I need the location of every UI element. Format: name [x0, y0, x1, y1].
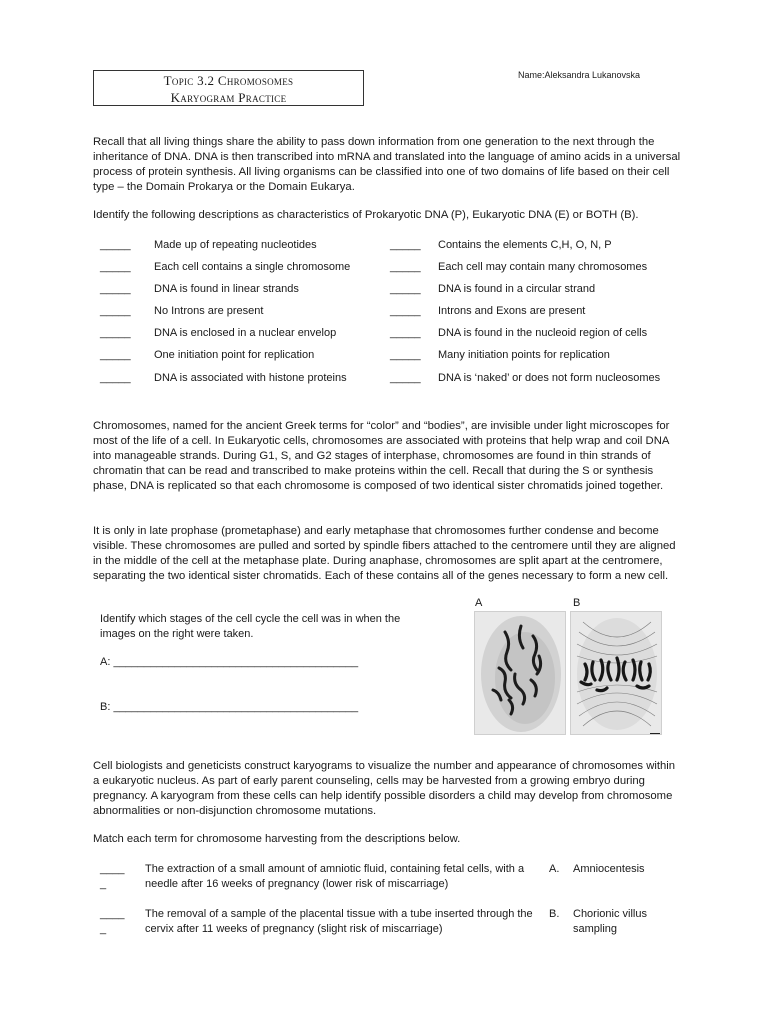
answer-blank[interactable]: _____	[390, 305, 421, 317]
matching-term: Amniocentesis	[573, 863, 645, 875]
micrograph-a	[474, 611, 566, 735]
karyogram-paragraph: Cell biologists and geneticists construct karyograms to visualize the number and appearance of chromosomes within a eukaryotic nucleus. As part of early parent counseling, cells may be harvested from a growing embryo during pregnancy. A karyogram from these cells can help identify possible disorders a child may develop from chromosome abnormalities or non-disjunction chromosome mutations.	[93, 760, 676, 817]
matching-letter: B.	[549, 908, 560, 920]
answer-blank[interactable]: _____	[100, 349, 131, 361]
answer-blank[interactable]: _____	[100, 239, 131, 251]
micrograph-b	[570, 611, 662, 735]
title-line-2: Karyogram Practice	[170, 90, 287, 105]
answer-line-b[interactable]: B: ________________________________________	[100, 701, 359, 713]
answer-blank[interactable]: _____	[390, 239, 421, 251]
characteristic-item: One initiation point for replication	[154, 349, 315, 361]
answer-blank[interactable]: _____	[390, 372, 421, 384]
micrograph-a-drawing	[475, 612, 566, 735]
title-line-1: Topic 3.2 Chromosomes	[163, 73, 294, 88]
characteristic-item: DNA is associated with histone proteins	[154, 372, 347, 384]
matching-blank[interactable]: ____ _	[100, 908, 125, 935]
characteristic-item: DNA is found in the nucleoid region of cells	[438, 327, 648, 339]
matching-letter: A.	[549, 863, 560, 875]
title-box	[93, 70, 364, 106]
characteristic-item: No Introns are present	[154, 305, 264, 317]
image-label-a: A	[475, 597, 483, 609]
answer-blank[interactable]: _____	[100, 327, 131, 339]
characteristic-item: DNA is ‘naked’ or does not form nucleosomes	[438, 372, 661, 384]
matching-instruction: Match each term for chromosome harvesting from the descriptions below.	[93, 833, 461, 845]
scale-bar	[650, 733, 660, 734]
dna-instruction: Identify the following descriptions as characteristics of Prokaryotic DNA (P), Eukaryotic DNA (E) or BOTH (B).	[93, 209, 639, 221]
characteristic-item: Contains the elements C,H, O, N, P	[438, 239, 612, 251]
matching-description: The extraction of a small amount of amniotic fluid, containing fetal cells, with a needle after 16 weeks of pregnancy (lower risk of miscarriage)	[145, 863, 525, 890]
chromosomes-paragraph-2: It is only in late prophase (prometaphase) and early metaphase that chromosomes further condense and become visible. These chromosomes are pulled and sorted by spindle fibers attached to the centromere until they are aligned in the middle of the cell at the metaphase plate. During anaphase, chromosomes are split apart at the centromere, separating the two identical sister chromatids. Each of these contains all of the genes necessary to form a new cell.	[93, 525, 676, 582]
answer-blank[interactable]: _____	[100, 283, 131, 295]
intro-paragraph: Recall that all living things share the ability to pass down information from one generation to the next through the inheritance of DNA. DNA is then transcribed into mRNA and translated into the language of amino acids in a universal process of protein synthesis. All living organisms can be classified into one of two domains of life based on their cell type – the Domain Prokarya or the Domain Eukarya.	[93, 136, 681, 193]
answer-blank[interactable]: _____	[100, 372, 131, 384]
answer-blank[interactable]: _____	[390, 283, 421, 295]
chromosomes-paragraph-1: Chromosomes, named for the ancient Greek terms for “color” and “bodies”, are invisible under light microscopes for most of the life of a cell. In Eukaryotic cells, chromosomes are associated with proteins that help wrap and coil DNA into manageable strands. During G1, S, and G2 stages of interphase, chromosomes are found in thin strands of chromatin that can be read and transcribed to make proteins within the cell. Recall that during the S or synthesis phase, DNA is replicated so that each chromosome is composed of two identical sister chromatids joined together.	[93, 420, 670, 492]
image-label-b: B	[573, 597, 581, 609]
micrograph-b-drawing	[571, 612, 662, 735]
answer-blank[interactable]: _____	[390, 349, 421, 361]
characteristic-item: DNA is found in a circular strand	[438, 283, 596, 295]
answer-line-a[interactable]: A: ________________________________________	[100, 656, 359, 668]
matching-description: The removal of a sample of the placental tissue with a tube inserted through the cervix after 11 weeks of pregnancy (slight risk of miscarriage)	[145, 908, 533, 935]
characteristic-item: Many initiation points for replication	[438, 349, 610, 361]
characteristic-item: DNA is enclosed in a nuclear envelop	[154, 327, 337, 339]
matching-blank[interactable]: ____ _	[100, 863, 125, 890]
characteristic-item: Each cell contains a single chromosome	[154, 261, 351, 273]
characteristic-item: DNA is found in linear strands	[154, 283, 299, 295]
characteristic-item: Made up of repeating nucleotides	[154, 239, 317, 251]
answer-blank[interactable]: _____	[100, 305, 131, 317]
stages-question: Identify which stages of the cell cycle the cell was in when the images on the right were taken.	[100, 613, 401, 640]
matching-term: Chorionic villus sampling	[573, 908, 647, 935]
characteristic-item: Each cell may contain many chromosomes	[438, 261, 648, 273]
student-name: Name:Aleksandra Lukanovska	[518, 70, 641, 80]
answer-blank[interactable]: _____	[390, 261, 421, 273]
answer-blank[interactable]: _____	[100, 261, 131, 273]
answer-blank[interactable]: _____	[390, 327, 421, 339]
characteristic-item: Introns and Exons are present	[438, 305, 586, 317]
